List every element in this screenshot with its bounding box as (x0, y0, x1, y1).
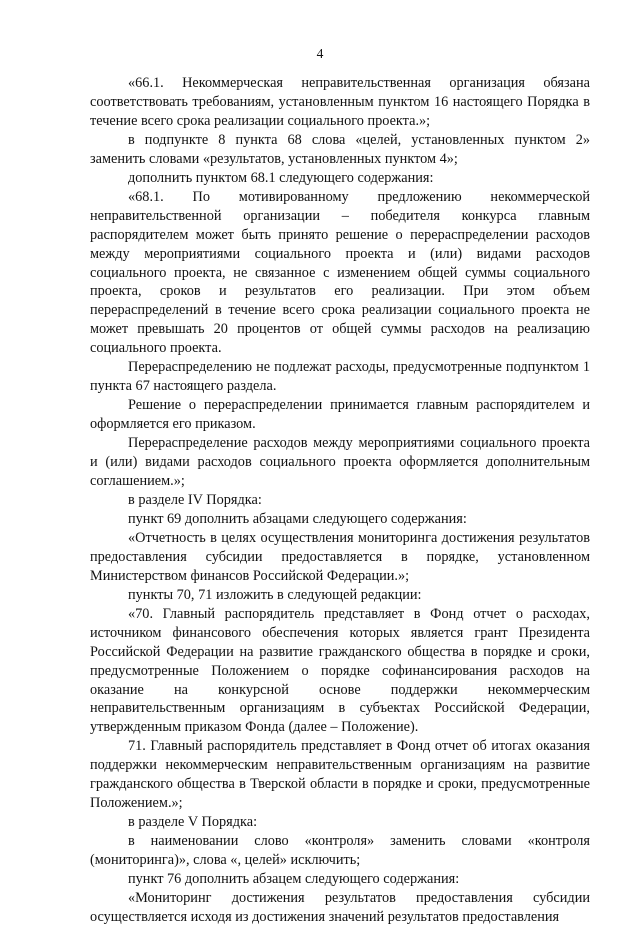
page-number: 4 (316, 46, 324, 61)
paragraph-item-76: пункт 76 дополнить абзацем следующего содержания: (128, 871, 460, 888)
paragraph-amend-68-8: в подпункте 8 пункта 68 слова «целей, установленных пунктом 2» заменить словами «результатов, установленных пунктом 4»; (90, 131, 590, 167)
paragraph-68-1: «68.1. По мотивированному предложению некоммерческой неправительственной организации – победителя конкурса главным распорядителем может быть принято решение о перераспределении расходов между мероприятиями социального проекта и (или) видами расходов социального проекта, не связанное с изменением общей суммы социального проекта, сроков и результатов его реализации. При этом объем перераспределений в течение всего срока реализации социального проекта не может превышать 20 процентов от общей суммы расходов на реализацию социального проекта. (90, 188, 590, 357)
paragraph-66-1: «66.1. Некоммерческая неправительственная организация обязана соответствовать требованиям, установленным пунктом 16 настоящего Порядка в течение всего срока реализации социального проекта.»; (90, 75, 590, 129)
paragraph-add-68-1: дополнить пунктом 68.1 следующего содержания: (128, 169, 434, 186)
paragraph-section-5: в разделе V Порядка: (128, 814, 258, 831)
document-body (90, 74, 590, 927)
paragraph-71: 71. Главный распорядитель представляет в Фонд отчет об итогах оказания поддержки некоммерческим неправительственным организациям на развитие гражданского общества в Тверской области в порядке и сроки, предусмотренные Положением.»; (90, 738, 590, 812)
paragraph-decision: Решение о перераспределении принимается главным распорядителем и оформляется его приказом. (90, 397, 590, 433)
paragraph-additional-agreement: Перераспределение расходов между мероприятиями социального проекта и (или) видами расходов социального проекта оформляется дополнительным соглашением.»; (90, 435, 590, 490)
paragraph-title-change: в наименовании слово «контроля» заменить словами «контроля (мониторинга)», слова «, целей» исключить; (90, 833, 590, 869)
paragraph-not-subject: Перераспределению не подлежат расходы, предусмотренные подпунктом 1 пункта 67 настоящего раздела. (90, 359, 590, 395)
paragraph-items-70-71: пункты 70, 71 изложить в следующей редакции: (128, 586, 422, 603)
paragraph-monitoring: «Мониторинг достижения результатов предоставления субсидии осуществляется исходя из достижения значений результатов предоставления (90, 889, 590, 925)
paragraph-reporting: «Отчетность в целях осуществления мониторинга достижения результатов предоставления субсидии предоставляется в порядке, установленном Министерством финансов Российской Федерации.»; (90, 529, 590, 584)
paragraph-section-4: в разделе IV Порядка: (128, 491, 262, 508)
paragraph-item-69: пункт 69 дополнить абзацами следующего содержания: (128, 510, 467, 527)
paragraph-70: «70. Главный распорядитель представляет в Фонд отчет о расходах, источником финансового обеспечения которых является грант Президента Российской Федерации на развитие гражданского общества в порядке и сроки, предусмотренные Положением о порядке софинансирования расходов на оказание на конкурсной основе поддержки некоммерческим неправительственным организациям в субъектах Российской Федерации, утвержденным приказом Фонда (далее – Положение). (90, 605, 590, 736)
